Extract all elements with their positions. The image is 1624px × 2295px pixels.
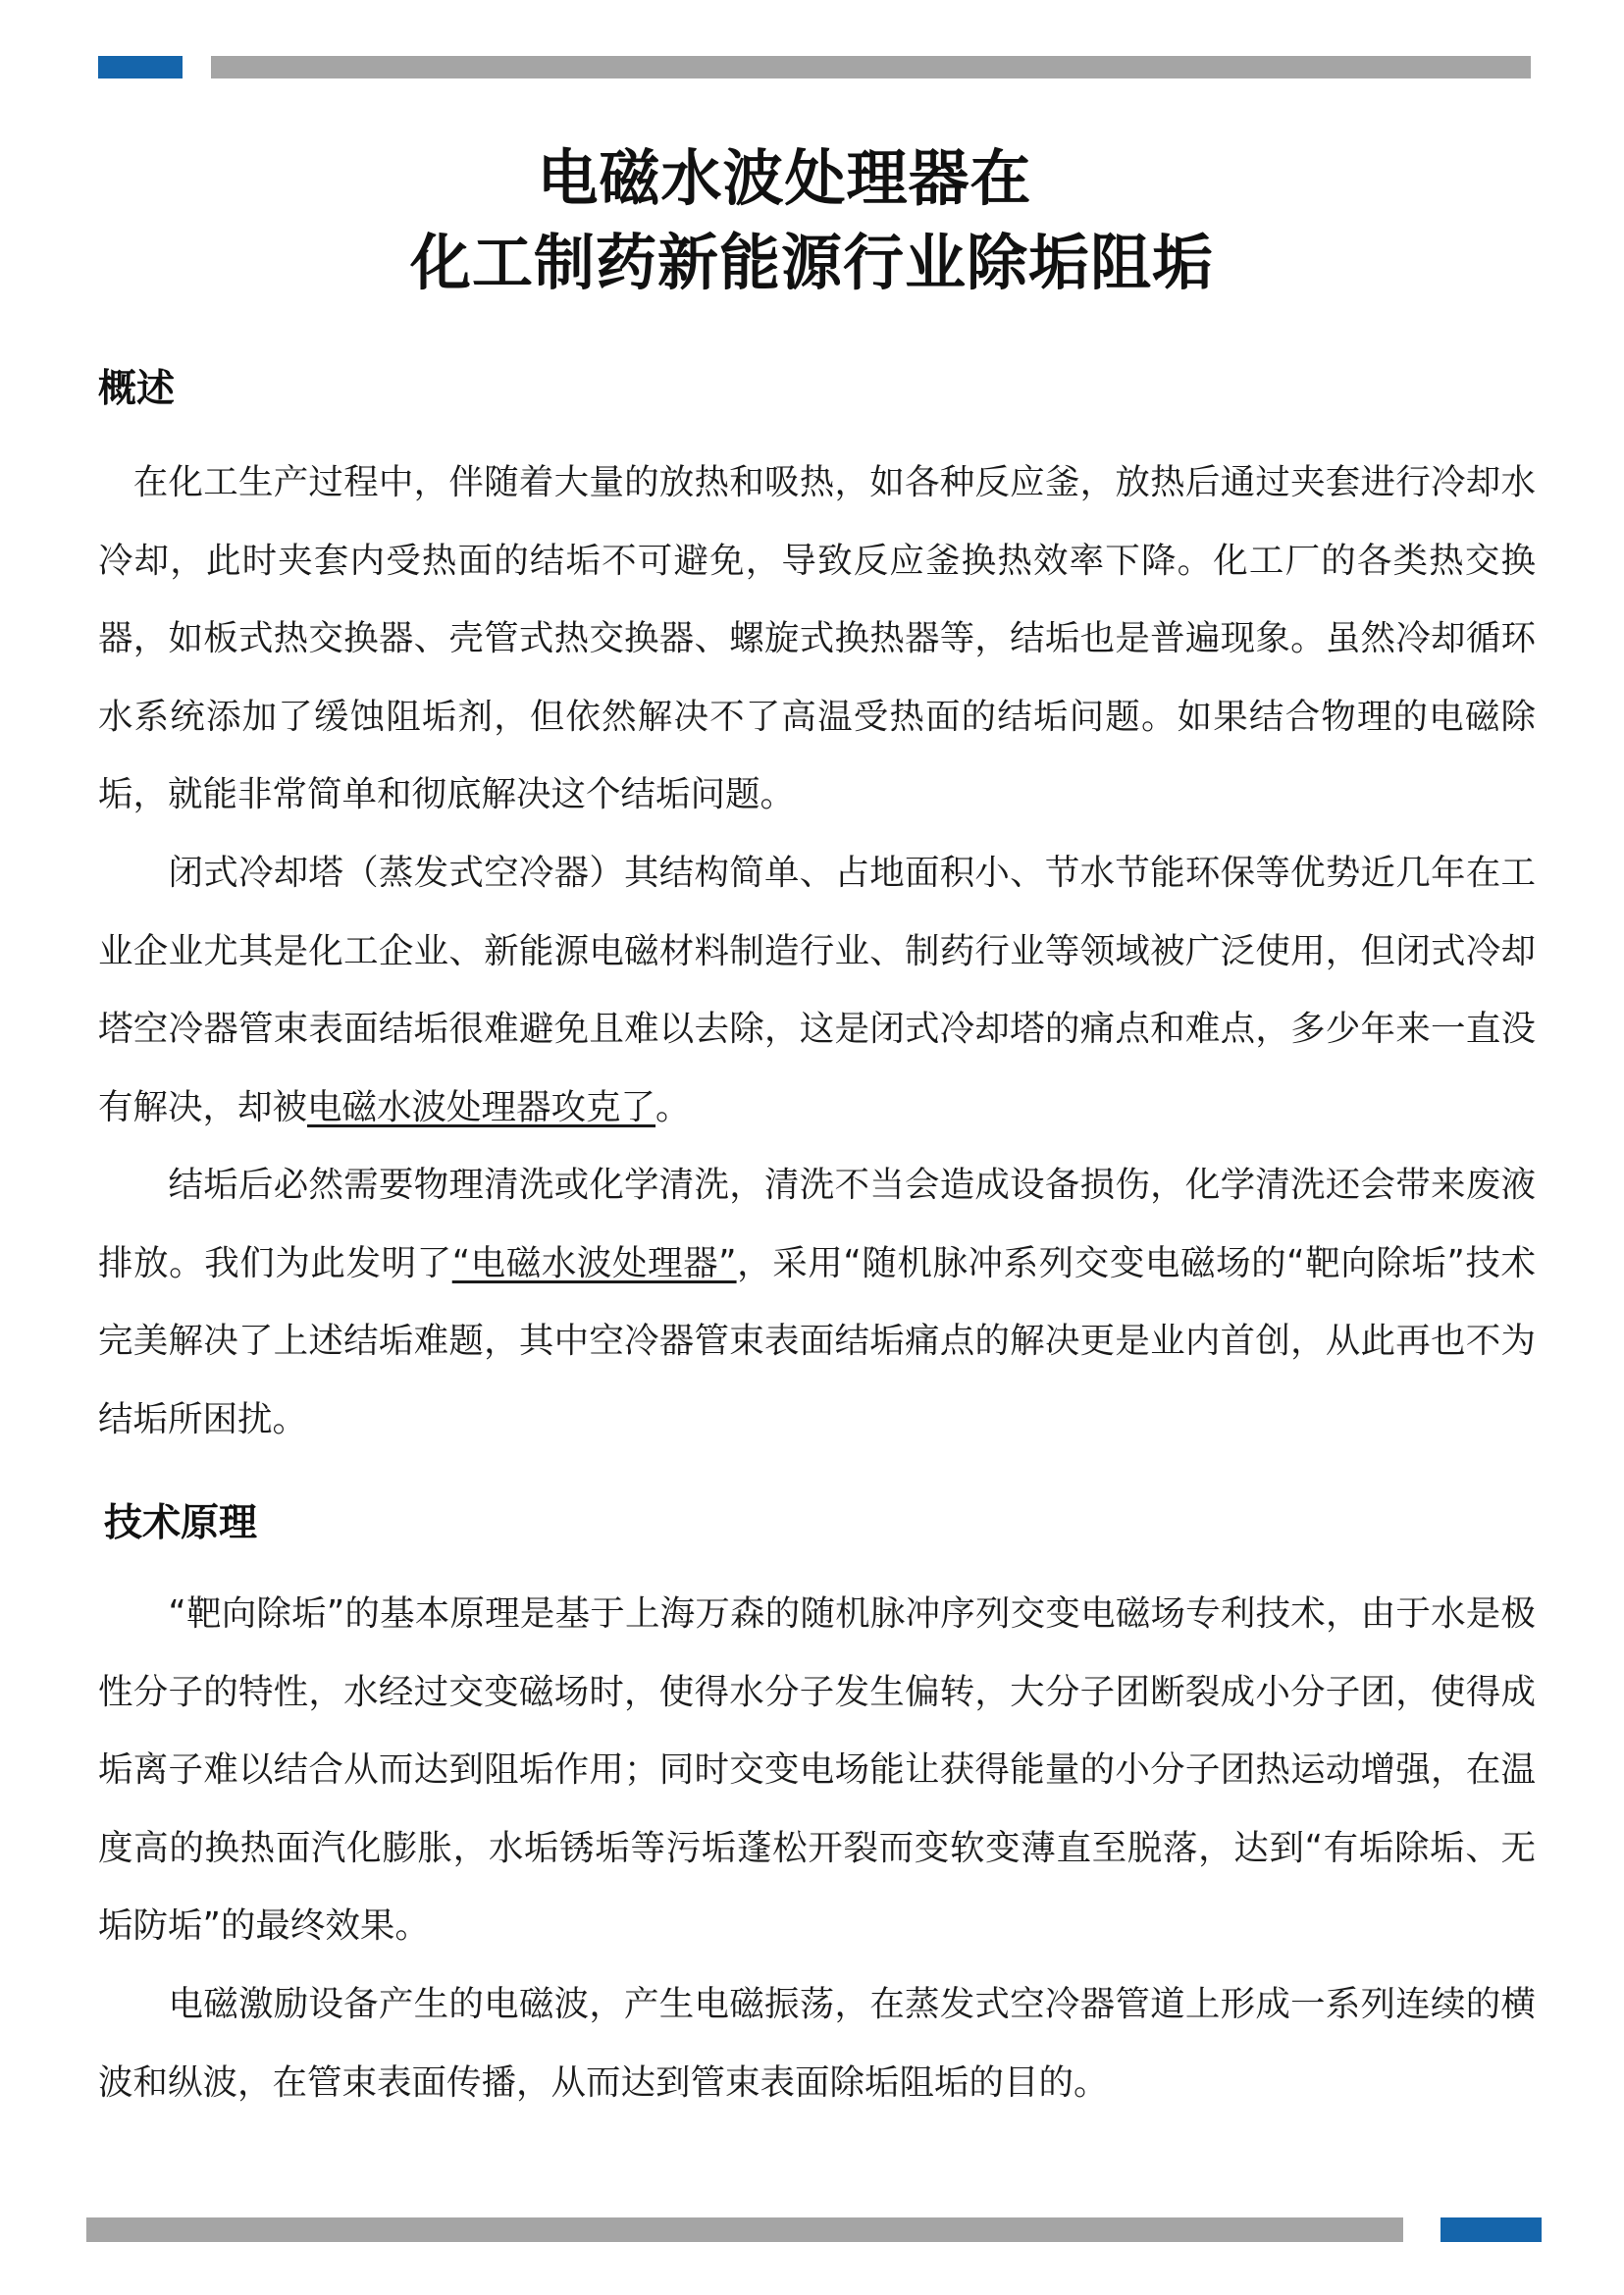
product-link[interactable]: “电磁水波处理器” xyxy=(451,1242,737,1283)
paragraph-text: ，采用“随机脉冲系列交变电磁场的“靶向除垢”技术完美解决了上述结垢难题，其中空冷器管束表面结垢痛点的解决更是业内首创，从此再也不为结垢所困扰。 xyxy=(98,1242,1536,1439)
document-title-line-1: 电磁水波处理器在 xyxy=(537,142,1032,214)
paragraph-principle-2 xyxy=(98,1965,1536,2121)
paragraph-indent xyxy=(98,1593,168,1634)
paragraph-overview-3 xyxy=(98,1146,1536,1458)
paragraph-indent xyxy=(98,1984,168,2024)
paragraph-text: “靶向除垢”的基本原理是基于上海万森的随机脉冲序列交变电磁场专利技术，由于水是极性分子的特性，水经过交变磁场时，使得水分子发生偏转，大分子团断裂成小分子团，使得成垢离子难以结合从而达到阻垢作用；同时交变电场能让获得能量的小分子团热运动增强，在温度高的换热面汽化膨胀，水垢锈垢等污垢蓬松开裂而变软变薄直至脱落，达到“有垢除垢、无垢防垢”的最终效果。 xyxy=(98,1593,1536,1946)
paragraph-principle-1 xyxy=(98,1575,1536,1965)
product-link[interactable]: 电磁水波处理器攻克了 xyxy=(307,1086,656,1127)
paragraph-overview-1 xyxy=(98,443,1536,834)
footer-accent-bar xyxy=(1441,2217,1542,2242)
document-title-line-2: 化工制药新能源行业除垢阻垢 xyxy=(409,227,1214,298)
header-accent-bar xyxy=(98,56,183,78)
footer-rule xyxy=(86,2217,1403,2242)
paragraph-text: 。 xyxy=(655,1086,691,1127)
header-rule xyxy=(211,56,1531,78)
paragraph-text: 在化工生产过程中，伴随着大量的放热和吸热，如各种反应釜，放热后通过夹套进行冷却水冷却，此时夹套内受热面的结垢不可避免，导致反应釜换热效率下降。化工厂的各类热交换器，如板式热交换器、壳管式热交换器、螺旋式换热器等，结垢也是普遍现象。虽然冷却循环水系统添加了缓蚀阻垢剂，但依然解决不了高温受热面的结垢问题。如果结合物理的电磁除垢，就能非常简单和彻底解决这个结垢问题。 xyxy=(98,462,1536,814)
section-heading-principle: 技术原理 xyxy=(104,1501,258,1545)
paragraph-indent xyxy=(98,853,168,893)
paragraph-text: 电磁激励设备产生的电磁波，产生电磁振荡，在蒸发式空冷器管道上形成一系列连续的横波和纵波，在管束表面传播，从而达到管束表面除垢阻垢的目的。 xyxy=(98,1984,1536,2103)
section-heading-overview: 概述 xyxy=(98,367,176,411)
paragraph-text: 闭式冷却塔（蒸发式空冷器）其结构简单、占地面积小、节水节能环保等优势近几年在工业企业尤其是化工企业、新能源电磁材料制造行业、制药行业等领域被广泛使用，但闭式冷却塔空冷器管束表面结垢很难避免且难以去除，这是闭式冷却塔的痛点和难点，多少年来一直没有解决，却被 xyxy=(98,853,1536,1127)
paragraph-indent xyxy=(98,1165,168,1205)
paragraph-text: 结垢后必然需要物理清洗或化学清洗，清洗不当会造成设备损伤，化学清洗还会带来废液排放。我们为此发明了 xyxy=(98,1165,1536,1283)
paragraph-overview-2 xyxy=(98,834,1536,1146)
paragraph-indent xyxy=(98,462,133,502)
